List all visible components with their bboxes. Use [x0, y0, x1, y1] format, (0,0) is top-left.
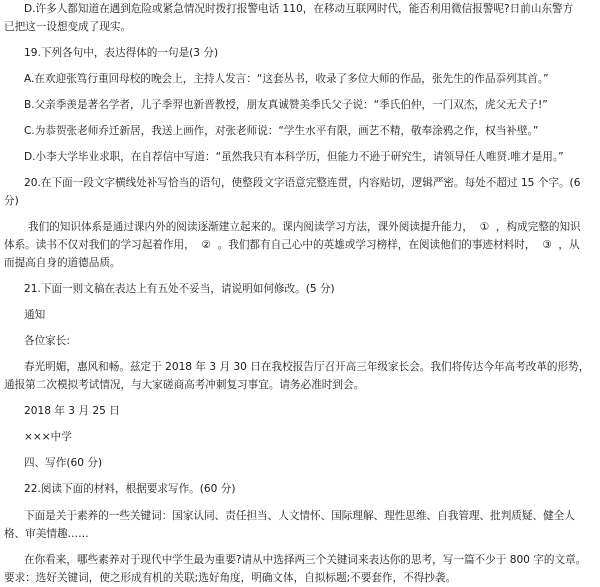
q20-passage-line2: 体系。读书不仅对我们的学习起着作用， ② 。我们都有自己心中的英雄或学习榜样，在阅读他们的事迹材料时， ③ ，从: [4, 239, 580, 251]
notice-signature: ×××中学: [24, 431, 72, 443]
q18-option-d-line1: D.许多人都知道在遇到危险或紧急情况时拨打报警电话 110，在移动互联网时代，能否利用微信报警呢?日前山东警方: [24, 3, 574, 15]
q20-passage-line3: 而提高自身的道德品质。: [4, 257, 121, 269]
q19-option-b: B.父亲季羡是著名学者，儿子季羿也新晋教授，朋友真诚赞美季氏父子说：“季氏伯仲，一门双杰，虎父无犬子!”: [24, 99, 548, 111]
q22-requirement-line1: 在你看来，哪些素养对于现代中学生最为重要?请从中选择两三个关键词来表达你的思考，写一篇不少于 800 字的文章。: [24, 554, 587, 566]
notice-body-line2: 通报第二次模拟考试情况，与大家磋商高考冲刺复习事宜。请务必准时到会。: [4, 379, 365, 391]
q21-stem: 21.下面一则文稿在表达上有五处不妥当，请说明如何修改。(5 分): [24, 283, 335, 295]
q19-option-a: A.在欢迎张笃行重回母校的晚会上，主持人发言：“这套丛书，收录了多位大师的作品，张先生的作品忝列其首。”: [24, 73, 549, 85]
notice-title: 通知: [24, 309, 46, 321]
q18-option-d-line2: 已把这一设想变成了现实。: [4, 21, 132, 33]
notice-body-line1: 春光明媚，惠风和畅。兹定于 2018 年 3 月 30 日在我校报告厅召开高三年级家长会。我们将传达今年高考改革的形势，: [24, 361, 590, 373]
notice-salutation: 各位家长:: [24, 335, 70, 347]
q20-passage-line1: 我们的知识体系是通过课内外的阅读逐渐建立起来的。课内阅读学习方法，课外阅读提升能力， ① ，构成完整的知识: [28, 221, 581, 233]
q20-stem-line1: 20.在下面一段文字横线处补写恰当的语句，使整段文字语意完整连贯，内容贴切，逻辑严密。每处不超过 15 个字。(6: [24, 177, 581, 189]
q19-stem: 19.下列各句中，表达得体的一句是(3 分): [24, 47, 219, 59]
q22-requirement-line2: 要求：选好关键词，使之形成有机的关联;选好角度，明确文体，自拟标题;不要套作，不得抄袭。: [4, 572, 457, 584]
q22-material-line1: 下面是关于素养的一些关键词：国家认同、责任担当、人文情怀、国际理解、理性思维、自我管理、批判质疑、健全人: [24, 510, 575, 522]
q20-stem-line2: 分): [4, 195, 19, 207]
q19-option-d: D.小李大学毕业求职，在自荐信中写道：“虽然我只有本科学历，但能力不逊于研究生，请领导任人唯贤.唯才是用。”: [24, 151, 564, 163]
q22-material-line2: 格、审美情趣……: [4, 528, 89, 540]
notice-date: 2018 年 3 月 25 日: [24, 405, 120, 417]
section-writing-heading: 四、写作(60 分): [24, 457, 103, 469]
q22-stem: 22.阅读下面的材料，根据要求写作。(60 分): [24, 483, 236, 495]
q19-option-c: C.为恭贺张老师乔迁新居，我送上画作，对张老师说：“学生水平有限，画艺不精，敬奉涂鸦之作，权当补壁。”: [24, 125, 539, 137]
